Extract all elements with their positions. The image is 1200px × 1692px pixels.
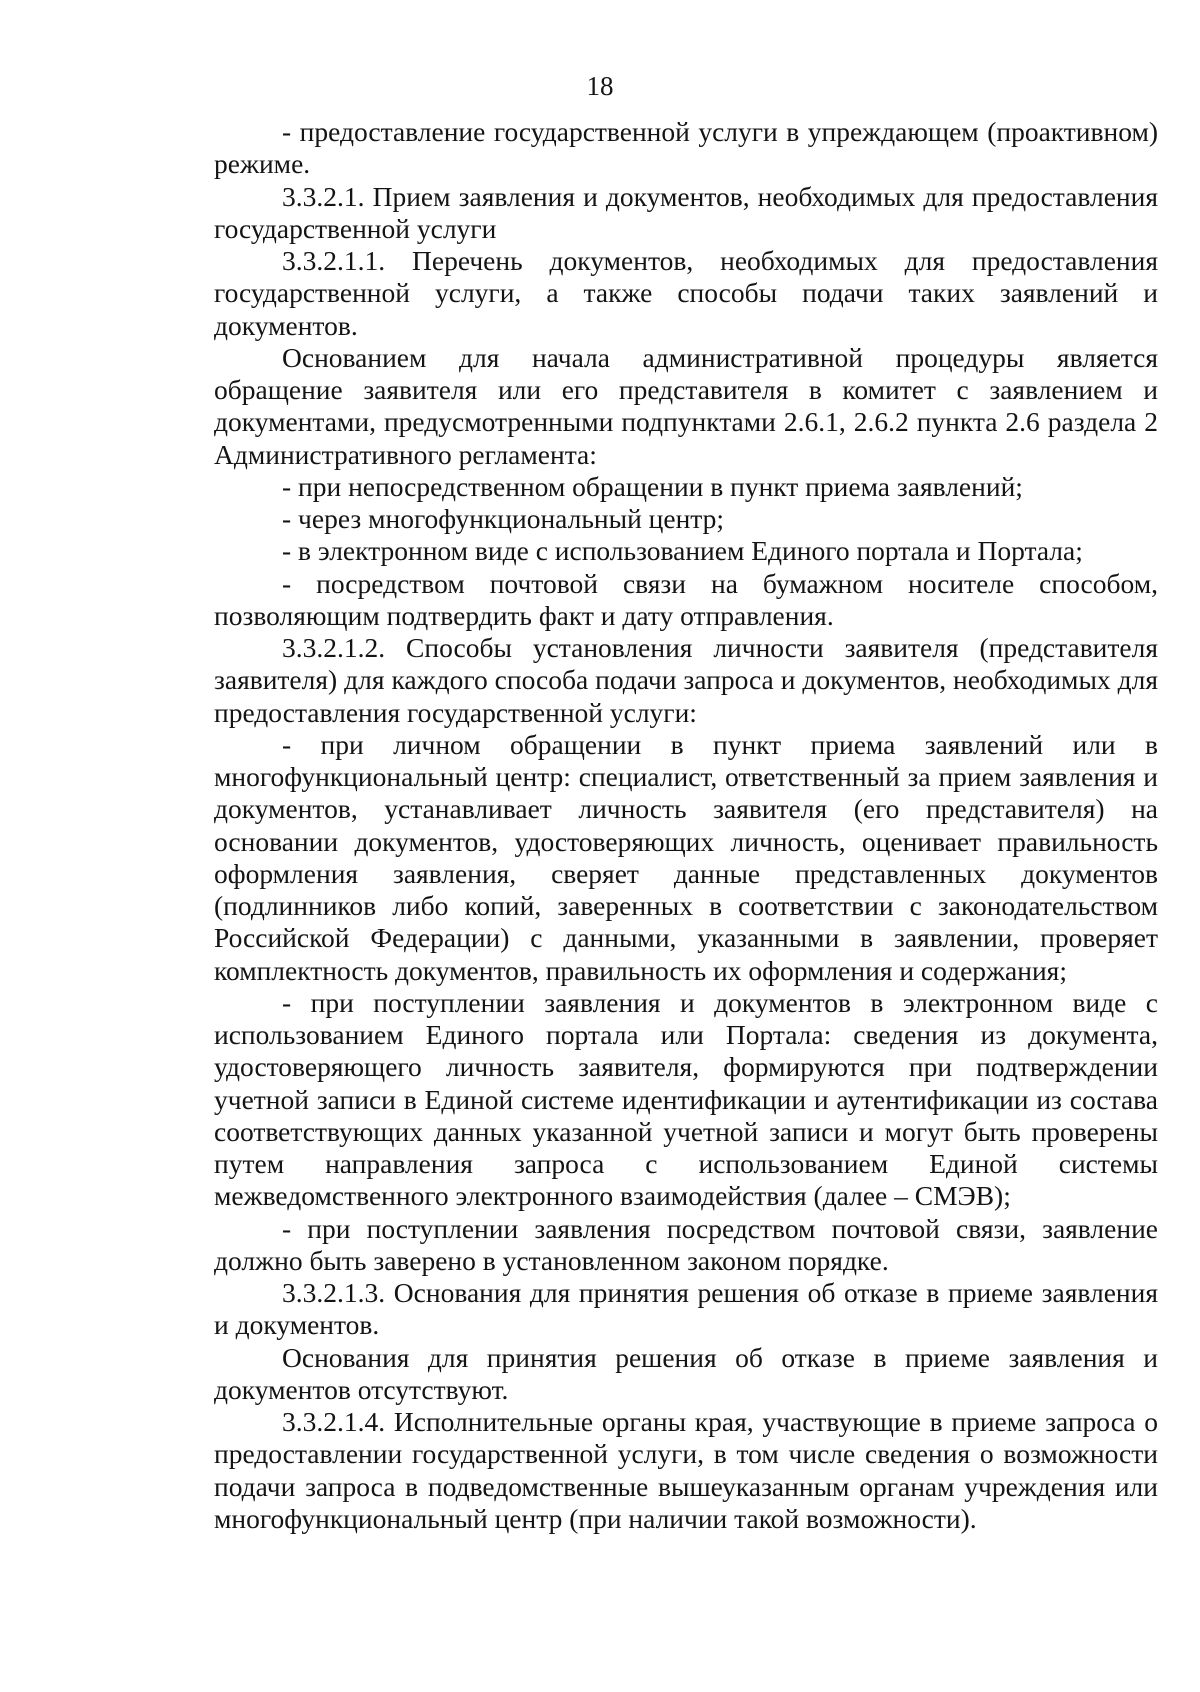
list-item-electronic-identification: - при поступлении заявления и документов в электронном виде с использованием Единого портала или Портала: сведения из документа, удостоверяющего личность заявителя, формируются при подтверждении учетной записи в Единой системе идентификации и аутентификации из состава соответствующих данных указанной учетной записи и могут быть проверены путем направления запроса с использованием Единой системы межведомственного электронного взаимодействия (далее – СМЭВ); (214, 986, 1158, 1212)
paragraph-3-3-2-1-3: 3.3.2.1.3. Основания для принятия решения об отказе в приеме заявления и документов. (214, 1277, 1158, 1341)
paragraph-3-3-2-1-4: 3.3.2.1.4. Исполнительные органы края, участвующие в приеме запроса о предоставлении государственной услуги, в том числе сведения о возможности подачи запроса в подведомственные вышеуказанным органам учреждения или многофункциональный центр (при наличии такой возможности). (214, 1406, 1158, 1534)
paragraph-3-3-2-1-2: 3.3.2.1.2. Способы установления личности заявителя (представителя заявителя) для каждого способа подачи запроса и документов, необходимых для предоставления государственной услуги: (214, 632, 1158, 728)
list-item-personal-appeal: - при личном обращении в пункт приема заявлений или в многофункциональный центр: специалист, ответственный за прием заявления и документов, устанавливает личность заявителя (его представителя) на основании документов, удостоверяющих личность, оценивает правильность оформления заявления, сверяет данные представленных документов (подлинников либо копий, заверенных в соответствии с законодательством Российской Федерации) с данными, указанными в заявлении, проверяет комплектность документов, правильность их оформления и содержания; (214, 728, 1158, 986)
paragraph-basis: Основанием для начала административной процедуры является обращение заявителя или его представителя в комитет с заявлением и документами, предусмотренными подпунктами 2.6.1, 2.6.2 пункта 2.6 раздела 2 Административного регламента: (214, 341, 1158, 470)
paragraph-no-refusal-grounds: Основания для принятия решения об отказе в приеме заявления и документов отсутствуют. (214, 1341, 1158, 1405)
document-body (214, 116, 1158, 1535)
paragraph-proactive-mode: - предоставление государственной услуги в упреждающем (проактивном) режиме. (214, 116, 1158, 180)
paragraph-3-3-2-1: 3.3.2.1. Прием заявления и документов, необходимых для предоставления государственной услуги (214, 180, 1158, 244)
page-number: 18 (586, 71, 614, 101)
list-item-postal: - посредством почтовой связи на бумажном носителе способом, позволяющим подтвердить факт и дату отправления. (214, 567, 1158, 631)
list-item-electronic: - в электронном виде с использованием Единого портала и Портала; (282, 535, 1083, 567)
paragraph-3-3-2-1-1: 3.3.2.1.1. Перечень документов, необходимых для предоставления государственной услуги, а также способы подачи таких заявлений и документов. (214, 245, 1158, 341)
list-item-direct-appeal: - при непосредственном обращении в пункт приема заявлений; (282, 470, 1023, 502)
list-item-mfc: - через многофункциональный центр; (282, 503, 725, 534)
list-item-postal-certification: - при поступлении заявления посредством почтовой связи, заявление должно быть заверено в установленном законом порядке. (214, 1212, 1158, 1276)
